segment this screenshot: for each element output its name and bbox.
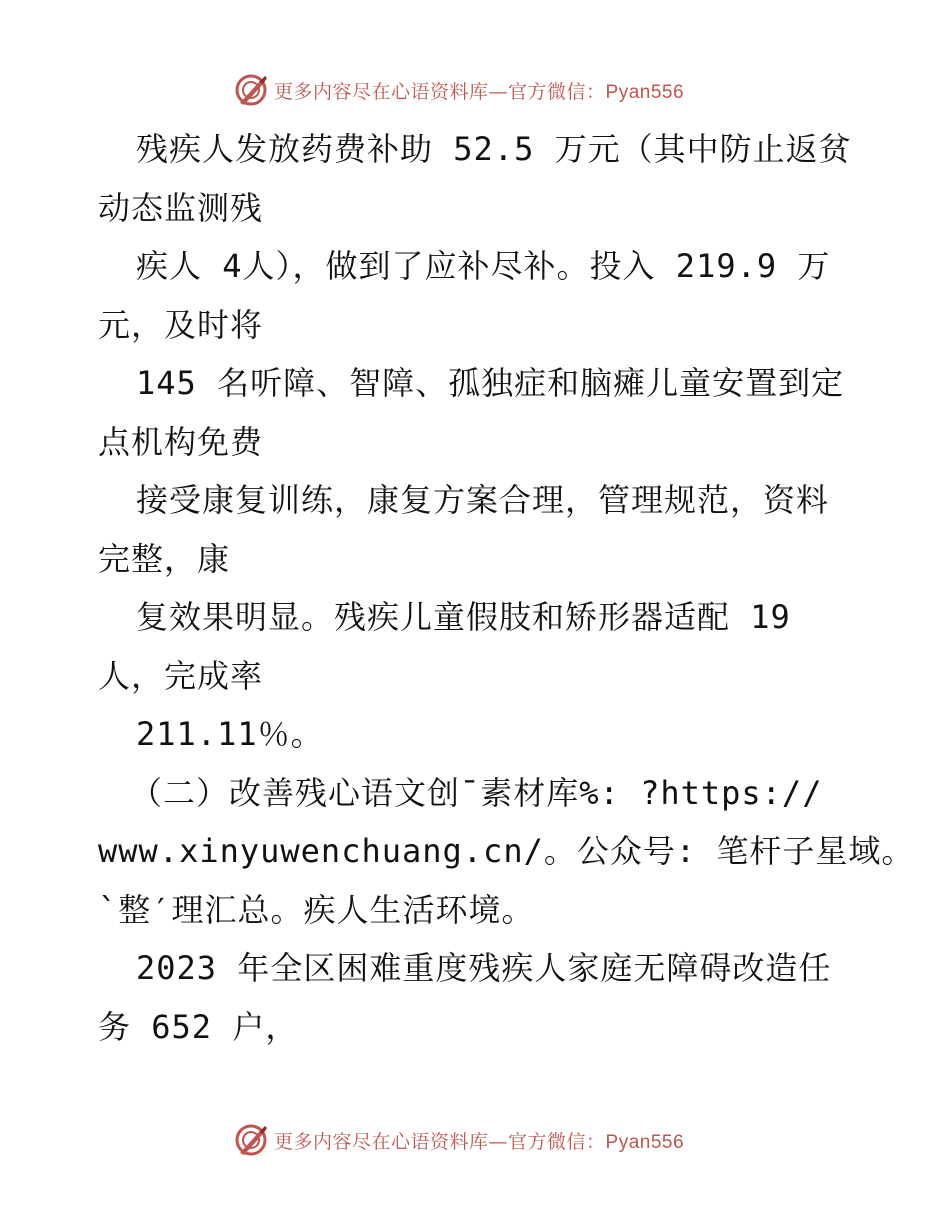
text-line: 复效果明显。残疾儿童假肢和矫形器适配 19 (136, 598, 791, 636)
text-line: 点机构免费 (98, 422, 264, 461)
text-line: 完整，康 (98, 539, 231, 578)
text-line: `整′理汇总。疾人生活环境。 (98, 890, 535, 929)
pen-logo-icon (234, 73, 268, 107)
text-line: www.xinyuwenchuang.cn/。公众号: 笔杆子星域。 (98, 832, 915, 870)
banner-text (274, 1127, 684, 1154)
text-line: 动态监测残 (98, 188, 264, 227)
text-line: （二）改善残心语文创¯素材库%: ?https:// (130, 773, 823, 812)
text-line: 接受康复训练，康复方案合理，管理规范，资料 (136, 481, 830, 519)
text-line: 残疾人发放药费补助 52.5 万元（其中防止返贫 (136, 130, 852, 168)
text-line: 疾人 4人），做到了应补尽补。投入 219.9 万 (136, 247, 831, 285)
wechat-id: Pyan556 (605, 1131, 685, 1153)
text-line: 2023 年全区困难重度残疾人家庭无障碍改造任 (136, 949, 832, 987)
banner-label: 更多内容尽在心语资料库—官方微信： (274, 1130, 606, 1153)
text-line: 145 名听障、智障、孤独症和脑瘫儿童安置到定 (136, 364, 845, 402)
footer-banner (234, 1122, 684, 1158)
wechat-id: Pyan556 (605, 81, 685, 103)
banner-label: 更多内容尽在心语资料库—官方微信： (274, 80, 606, 103)
text-line: 元，及时将 (98, 305, 264, 344)
banner-text (274, 77, 684, 104)
text-line: 务 652 户， (98, 1007, 299, 1046)
text-line: 211.11％。 (136, 715, 324, 753)
document-body (98, 120, 915, 1056)
header-banner (234, 72, 684, 108)
pen-logo-icon (234, 1123, 268, 1157)
text-line: 人，完成率 (98, 656, 264, 695)
